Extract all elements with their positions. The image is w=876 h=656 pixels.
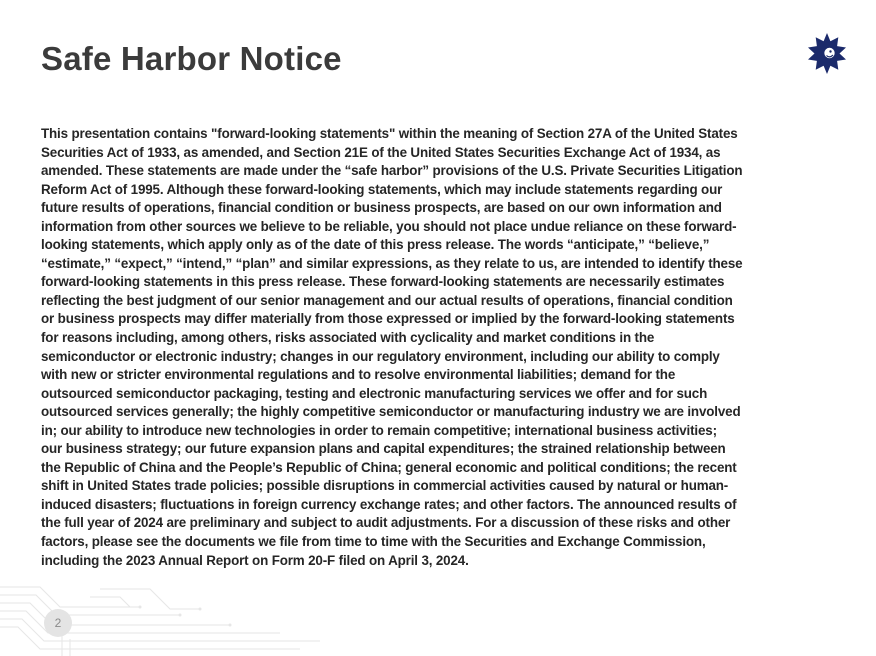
body-line: including the 2023 Annual Report on Form 20-F filed on April 3, 2024. [41, 552, 469, 568]
body-line: information from other sources we believe to be reliable, you should not place undue reliance on these forward- [41, 218, 737, 234]
body-line: our business strategy; our future expansion plans and capital expenditures; the strained relationship between [41, 441, 726, 457]
body-line: outsourced semiconductor packaging, testing and electronic manufacturing services we offer and for such [41, 385, 708, 401]
body-line: with new or stricter environmental regulations and to resolve environmental liabilities; demand for the [41, 367, 676, 383]
body-line: forward-looking statements in this press release. These forward-looking statements are necessarily estimates [41, 274, 725, 290]
body-line: induced disasters; fluctuations in foreign currency exchange rates; and other factors. The announced results of [41, 496, 737, 512]
body-line: shift in United States trade policies; possible disruptions in commercial activities caused by natural or human- [41, 478, 729, 494]
body-line: looking statements, which apply only as of the date of this press release. The words “anticipate,” “believe,” [41, 237, 710, 253]
body-line: in; our ability to introduce new technologies in order to remain competitive; international business activities; [41, 422, 717, 438]
body-line: the Republic of China and the People’s Republic of China; general economic and political conditions; the recent [41, 459, 737, 475]
body-line: reflecting the best judgment of our senior management and our actual results of operations, financial condition [41, 292, 733, 308]
body-line: factors, please see the documents we file from time to time with the Securities and Exchange Commission, [41, 534, 706, 550]
body-line: future results of operations, financial condition or business prospects, are based on our own information and [41, 200, 722, 216]
body-line: This presentation contains "forward-looking statements" within the meaning of Section 27A of the United States [41, 126, 738, 141]
body-line: amended. These statements are made under the “safe harbor” provisions of the U.S. Private Securities Litigation [41, 163, 743, 179]
body-line: Reform Act of 1995. Although these forward-looking statements, which may include statements regarding our [41, 181, 723, 197]
body-line: semiconductor or electronic industry; changes in our regulatory environment, including our ability to comply [41, 348, 720, 364]
page-title: Safe Harbor Notice [41, 40, 342, 77]
body-line: Securities Act of 1933, as amended, and Section 21E of the United States Securities Exchange Act of 1934, as [41, 144, 721, 160]
page-number: 2 [44, 609, 72, 637]
body-line: or business prospects may differ materially from those expressed or implied by the forward-looking statements [41, 311, 735, 327]
body-line: for reasons including, among others, risks associated with cyclicality and market conditions in the [41, 330, 655, 346]
body-line: the full year of 2024 are preliminary and subject to audit adjustments. For a discussion of these risks and other [41, 515, 731, 531]
safe-harbor-body [41, 125, 841, 570]
sun-eye [829, 50, 831, 52]
body-line: “estimate,” “expect,” “intend,” “plan” and similar expressions, as they relate to us, are intended to identify these [41, 255, 743, 271]
body-line: outsourced services generally; the highly competitive semiconductor or manufacturing industry we are involved [41, 404, 741, 420]
sun-logo-icon [806, 32, 848, 74]
